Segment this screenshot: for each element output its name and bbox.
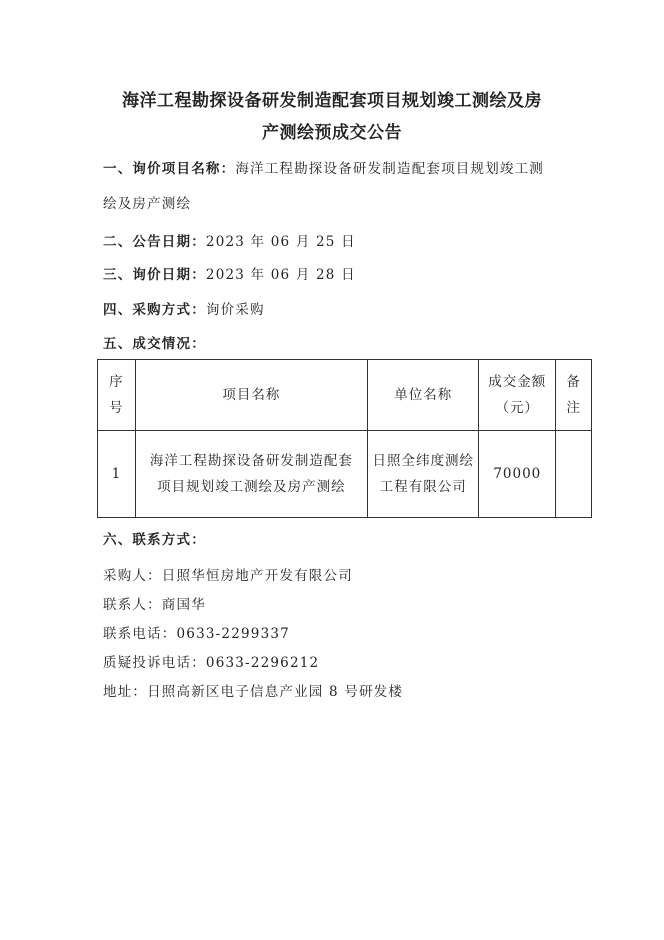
cell-unit-line-2: 工程有限公司 — [379, 479, 467, 495]
result-table — [97, 359, 592, 518]
section-contact — [103, 528, 206, 548]
section-deal-status — [103, 332, 206, 352]
announce-date-value: 2023 年 06 月 25 日 — [205, 234, 356, 250]
header-project: 项目名称 — [135, 360, 367, 431]
header-amount — [479, 360, 556, 431]
header-remark: 备注 — [556, 360, 592, 431]
header-unit: 单位名称 — [367, 360, 478, 431]
table-row — [98, 431, 592, 518]
cell-unit-line-1: 日照全纬度测绘 — [372, 453, 474, 469]
cell-project-line-2: 项目规划竣工测绘及房产测绘 — [157, 479, 346, 495]
contact-purchaser: 采购人：日照华恒房地产开发有限公司 — [103, 568, 353, 584]
contact-complaint-phone: 质疑投诉电话：0633-2296212 — [103, 655, 320, 671]
header-amount-line-1: 成交金额 — [488, 374, 547, 390]
inquiry-date-label: 三、询价日期： — [103, 267, 206, 283]
header-amount-line-2: （元） — [495, 400, 540, 416]
procurement-method-value: 询价采购 — [205, 302, 265, 318]
deal-status-label: 五、成交情况： — [103, 336, 206, 352]
page-title-line-1: 海洋工程勘探设备研发制造配套项目规划竣工测绘及房 — [122, 91, 542, 111]
header-seq: 序号 — [98, 360, 136, 431]
cell-amount: 70000 — [479, 431, 556, 518]
contact-label: 六、联系方式： — [103, 532, 206, 548]
section-project-name-value: 海洋工程勘探设备研发制造配套项目规划竣工测 — [235, 161, 545, 177]
cell-remark — [556, 431, 592, 518]
section-procurement-method — [103, 298, 265, 318]
inquiry-date-value: 2023 年 06 月 28 日 — [205, 267, 356, 283]
table-header-row — [98, 360, 592, 431]
section-project-name-label: 一、询价项目名称： — [103, 161, 236, 177]
procurement-method-label: 四、采购方式： — [103, 302, 206, 318]
cell-project-line-1: 海洋工程勘探设备研发制造配套 — [149, 453, 353, 469]
cell-seq: 1 — [98, 431, 136, 518]
contact-phone: 联系电话：0633-2299337 — [103, 626, 290, 642]
contact-person: 联系人：商国华 — [103, 597, 206, 613]
section-project-name — [103, 157, 544, 177]
cell-unit — [367, 431, 478, 518]
section-project-name-continued: 绘及房产测绘 — [103, 196, 192, 212]
page-title-line-2: 产测绘预成交公告 — [262, 123, 402, 143]
announce-date-label: 二、公告日期： — [103, 234, 206, 250]
cell-project — [135, 431, 367, 518]
section-inquiry-date — [103, 263, 356, 283]
section-announce-date — [103, 230, 356, 250]
contact-address: 地址：日照高新区电子信息产业园 8 号研发楼 — [103, 684, 404, 700]
